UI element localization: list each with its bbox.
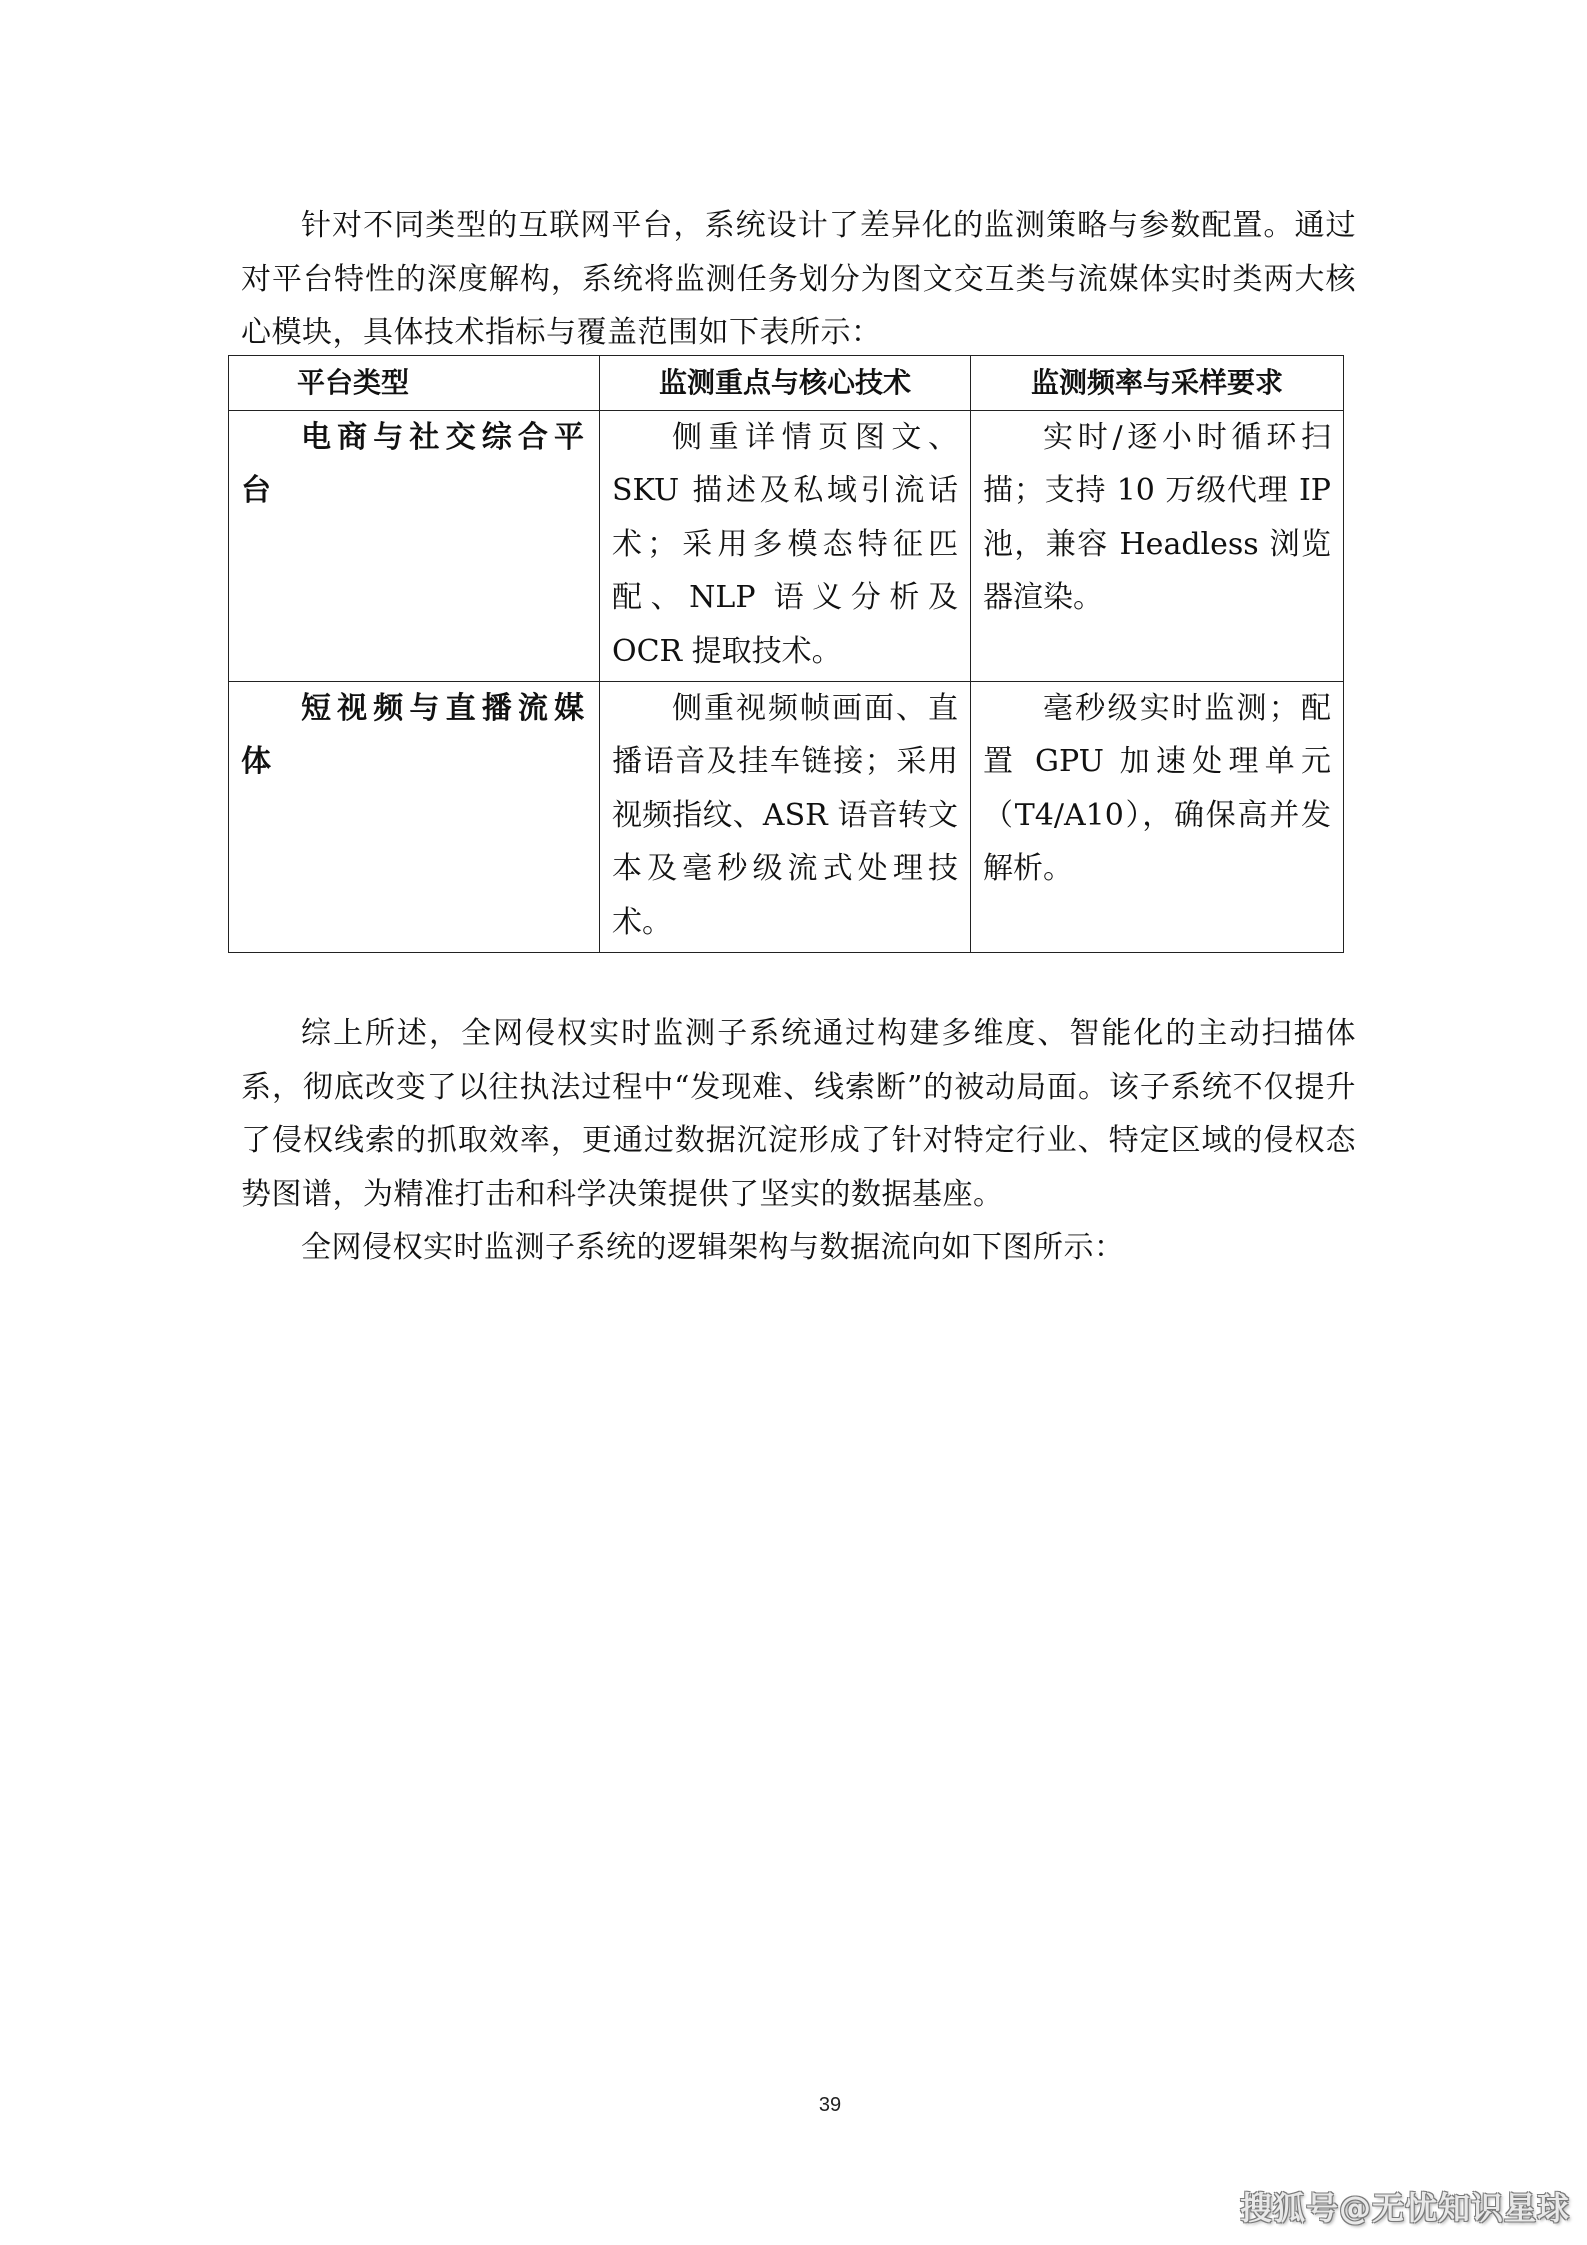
cell-monitoring-focus: 侧重视频帧画面、直播语音及挂车链接；采用视频指纹、ASR 语音转文本及毫秒级流式处理技术。	[600, 681, 971, 952]
page-number: 39	[818, 2094, 842, 2116]
watermark: 搜狐号@无忧知识星球	[1240, 2189, 1571, 2227]
header-platform-type: 平台类型	[229, 356, 600, 411]
header-monitoring-focus: 监测重点与核心技术	[600, 356, 971, 411]
cell-monitoring-frequency: 毫秒级实时监测；配置 GPU 加速处理单元（T4/A10），确保高并发解析。	[971, 681, 1344, 952]
table-row	[229, 681, 1344, 952]
cell-monitoring-frequency: 实时/逐小时循环扫描；支持 10 万级代理 IP 池，兼容 Headless 浏览器渲染。	[971, 410, 1344, 681]
cell-platform-type: 短视频与直播流媒体	[229, 681, 600, 952]
header-monitoring-frequency: 监测频率与采样要求	[971, 356, 1344, 411]
table-header-row	[229, 356, 1344, 411]
diagram-intro-paragraph: 全网侵权实时监测子系统的逻辑架构与数据流向如下图所示：	[301, 1230, 1125, 1265]
platform-monitoring-table	[228, 355, 1344, 953]
summary-paragraph: 综上所述，全网侵权实时监测子系统通过构建多维度、智能化的主动扫描体系，彻底改变了以往执法过程中“发现难、线索断”的被动局面。该子系统不仅提升了侵权线索的抓取效率，更通过数据沉淀形成了针对特定行业、特定区域的侵权态势图谱，为精准打击和科学决策提供了坚实的数据基座。	[241, 1016, 1356, 1212]
table-row	[229, 410, 1344, 681]
intro-paragraph: 针对不同类型的互联网平台，系统设计了差异化的监测策略与参数配置。通过对平台特性的深度解构，系统将监测任务划分为图文交互类与流媒体实时类两大核心模块，具体技术指标与覆盖范围如下表所示：	[241, 208, 1356, 350]
cell-platform-type: 电商与社交综合平台	[229, 410, 600, 681]
cell-monitoring-focus: 侧重详情页图文、SKU 描述及私域引流话术；采用多模态特征匹配、NLP 语义分析及 OCR 提取技术。	[600, 410, 971, 681]
